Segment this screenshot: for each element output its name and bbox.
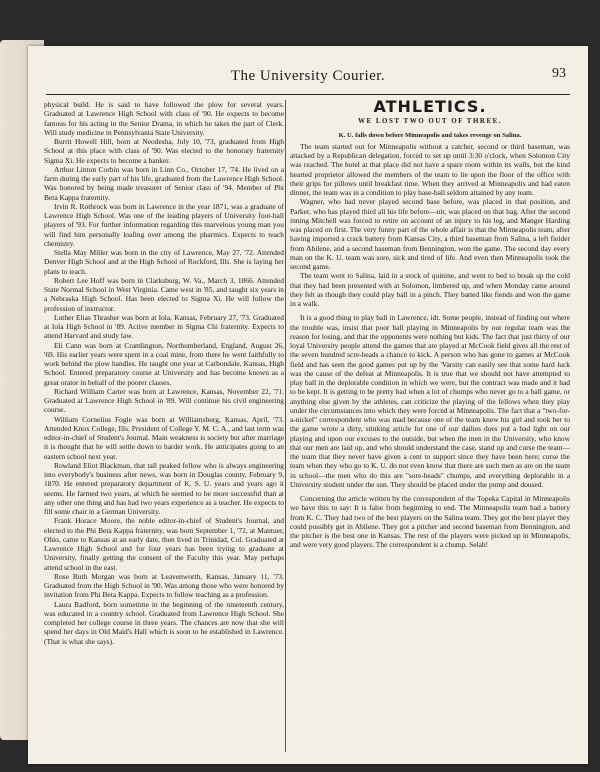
page-header (46, 62, 570, 95)
bio-paragraph: physical build. He is said to have followed the plow for several years. Graduated at Lawrence High School with class of '90. He expects to become famous for his acting in the Senior Drama, in which he takes the part of Clerk. Will study medicine in Pennsylvania State University. (44, 100, 284, 137)
bio-paragraph: Stella May Miller was born in the city of Lawrence, May 27, '72. Attended Denver High School and at the High School of Rockford, Ills. She is laying her plans to teach. (44, 248, 284, 276)
bio-paragraph: Burrit Howell Hill, born at Neodesha, July 10, '73, graduated from High School at this place with class of '90. Was elected to the honorary fraternity Sigma Xi. He expects to become a banker. (44, 137, 284, 165)
newspaper-page (28, 46, 588, 764)
bio-paragraph: Eli Cann was born at Cramlington, Northumberland, England, August 26, '69. His earlier years were spent in a coal mine, from there he went faithfully to work behind the plow handles. He taught one year at Carbondale, Kansas, High School. Entered preparatory course at University and has become known as a great orator in behalf of the poorer classes. (44, 340, 284, 387)
bio-paragraph: Richard William Carter was born at Lawrence, Kansas, November 22, '71. Graduated at Lawrence High School in '89. Will continue his civil engineering course. (44, 386, 284, 415)
column-divider (285, 100, 286, 752)
newspaper-title: The University Courier. (230, 68, 386, 84)
section-heading: ATHLETICS. (373, 97, 487, 116)
article-paragraph: The team went to Salina, laid in a stock of quinine, and went to bed to break up the cold that they had been presented with at Solomon, limbered up, and when Monday came around they felt as though they could play ball in a pinch. They batted like fiends and won the game in a walk. (290, 271, 570, 308)
bio-paragraph: Laura Radford, born sometime in the beginning of the nineteenth century, was educated in a country school. Graduated from Lawrence High School. She completed her college course in three years. The chances are now that she will spend her days in Old Maid's Hall which is soon to be established in Lawrence. (That is what she says). (44, 599, 284, 646)
page-number: 93 (552, 66, 566, 81)
right-column (290, 97, 570, 550)
bio-paragraph: Luther Elias Thrasher was born at Iola, Kansas, February 27, '73. Graduated at Iola High School in '89. Active member in Sigma Chi fraternity. Expects to attend Harvard and study law. (44, 312, 284, 341)
article-paragraph: Wagner, who had never played second base before, was placed in that position, and Parker, who has played third all his life before—nit, was placed on that bag. After the second inning Mitchell was forced to retire on account of an injury to his leg, and Manger Harding was placed on first. The very funny part of the whole affair is that the Minneapolis team, after having imported a crack battery from Kansas City, a third baseman from Salina, a left fielder from Abilene, and a second baseman from Bennington, won the game. The second day every man on the K. U. team was sore, sick and tired of life. And even then Minneapolis took the second game. (290, 197, 570, 271)
article-subheadline: K. U. falls down before Minneapolis and takes revenge on Salina. (338, 131, 522, 139)
bio-paragraph: Rose Ruth Morgan was born at Leavenworth, Kansas, January 11, '73. Graduated from the High School in '90. Was among those who were honored by invitation from Phi Beta Kappa. Expects to follow teaching as a profession. (44, 571, 284, 600)
left-column (44, 100, 284, 646)
bio-paragraph: Irvin R. Rothrock was born in Lawrence in the year 1871, was a graduate of Lawrence High School. Was one of the leading players of University foot-ball players of '93. For further information regarding this marvelous young man you will find him personally loafing over among the pharmics. Expects to teach chemistry. (44, 201, 284, 248)
article-headline: WE LOST TWO OUT OF THREE. (357, 117, 503, 126)
article-paragraph: It is a good thing to play ball in Lawrence, idt. Some people, instead of finding out where the trouble was, insist that poor ball playing in Minneapolis by our regular team was the reason for losing, and that the opponents were nothing but kids. The fact that just thirty of our loyal University people attend the games that are played at McCook field gives all the rest of the seven hundred scre-heads a chance to kick. A person who has gone to games at McCook field and has seen the good games put up by the 'Varsity can easily see that some hard luck was the cause of the defeat at Minneapolis. It is true that we should not have attempted to play ball in the deplorable condition in which we were, but the contract was made and it had to be kept. It is getting to be pretty bad when a lot of chumps who never go to a ball game, or anything else given by the athletes, can criticize the playing of the fellows when they play under the circumstances into which they were forced at Minneapolis. The fact that a "two-for-a-nickel" correspondent who was mad because one of the team knew his girl and took her to the game wrote a dirty, stinking article for one of our dailies does put a bad light on our playing and upon our excuses to the outside, but when the men in the University, who know that our men are laid up, and who should understand the case, stand up and curse the team—the team that they never have given a cent to support since they have been here; curse the team when they who go to K. U. do not even know that there are such men as are on the team in school—the men who do this are "sore-heads" chumps, and everything deplorable in a University student under the sun. They should be placed under the pump and doused. (290, 313, 570, 489)
bio-paragraph: Rowland Eliot Blackman, that tall peaked fellow who is always engineering into everybody's business after news, was born in Douglas county, February 9, 1870. He entered preparatory department of K. S. U. years and years ago it seems. He farmed two years, at which he seemed to be more successful than at any other one thing and has had two years experience as a teacher. He expects to fill some chair in a German University. (44, 460, 284, 516)
bio-paragraph: Frank Horace Moore, the noble editor-in-chief of Student's Journal, and elected to the Phi Beta Kappa fraternity, was born September 1, '72, at Mantuer, Ohio, came to Kansas at an early date, then lived in Trinidad, Col. Graduated at Lawrence High School and for four years has been trying to graduate at University, finally getting the consent of the Faculty this year. May perhaps attend school in the east. (44, 516, 284, 572)
article-paragraph: The team started out for Minneapolis without a catcher, second or third baseman, was attacked by a Republican delegation, forced to set up until 3:30 o'clock, when Solomon City was reached. The hotel at that place did not have a spare room within its walls, but the kind hearted proprietor allowed the members of the team to lie upon the floor of the office with their grips for pillows until breakfast time. When they arrived at Minneapolis and had eaten dinner, the team was in a condition to play base-ball seldom attained by any team. (290, 141, 570, 197)
bio-paragraph: William Cornelius Fogle was born at Williamsburg, Kansas, April, '73. Attended Knox College, Ills. President of College Y. M. C. A., and last term was editor-in-chief of Student's Journal. Main weakness is society but after marriage it is thought that he will settle down to harder work. He anticipates going to an eastern school next year. (44, 414, 284, 461)
bio-paragraph: Arthur Linton Corbin was born in Linn Co., October 17, '74. He lived on a farm during the early part of his life, graduated from the Lawrence High School. Was honored by being made treasurer of Senior class of '94. Member of Phi Beta Kappa fraternity. (44, 164, 284, 202)
article-paragraph: Concerning the article written by the correspondent of the Topeka Capital in Minneapolis we have this to say: It is false from beginning to end. The Minneapolis team had a battery from K. C. They had two of the best players on the Salina team. They got the best player they could possibly get in Abilene. They got a pitcher and second baseman from Bennington, and the pitcher is the best one in Kansas. The rest of the players were picked up in Minneapolis, and were very good players. The correspondent is a chump. Selah! (290, 494, 570, 550)
bio-paragraph: Robert Lee Hoff was born in Clarksburg, W. Va., March 3, 1866. Attended State Normal School in West Virginia. Came west in '85, and taught six years in a Nebraska High School. Has been elected to Sigma Xi. He will follow the profession of instructor. (44, 275, 284, 313)
